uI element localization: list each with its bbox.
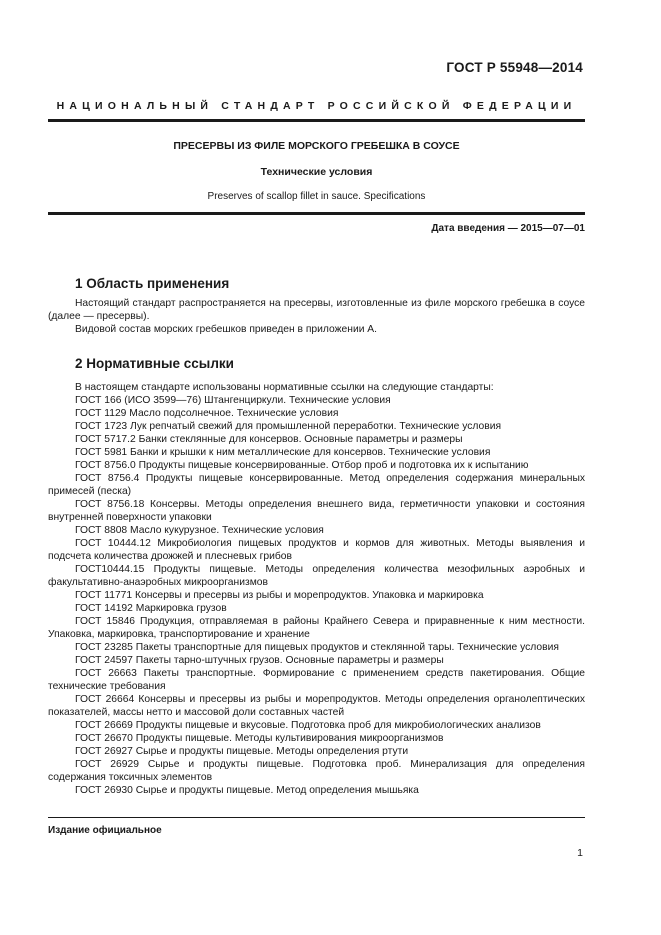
reference-item: ГОСТ 8756.0 Продукты пищевые консервированные. Отбор проб и подготовка их к испытанию: [75, 460, 529, 471]
document-subtitle: Технические условия: [260, 166, 373, 178]
paragraph: В настоящем стандарте использованы нормативные ссылки на следующие стандарты:: [75, 382, 494, 393]
official-edition-label: Издание официальное: [48, 825, 162, 836]
section-heading-scope: 1 Область применения: [75, 276, 230, 291]
reference-item: ГОСТ 26930 Сырье и продукты пищевые. Метод определения мышьяка: [75, 785, 419, 796]
national-standard-title: НАЦИОНАЛЬНЫЙ СТАНДАРТ РОССИЙСКОЙ ФЕДЕРАЦИИ: [56, 100, 577, 112]
title-divider: [48, 212, 585, 215]
reference-item: ГОСТ 26670 Продукты пищевые. Методы культивирования микроорганизмов: [75, 733, 444, 744]
paragraph: Настоящий стандарт распространяется на пресервы, изготовленные из филе морского гребешка в соусе (далее — пресервы).: [48, 298, 585, 322]
reference-item: ГОСТ 14192 Маркировка грузов: [75, 603, 227, 614]
document-number: ГОСТ Р 55948—2014: [446, 60, 583, 75]
footer-divider: [48, 817, 585, 818]
reference-item: ГОСТ 26669 Продукты пищевые и вкусовые. Подготовка проб для микробиологических анализов: [75, 720, 541, 731]
document-title-english: Preserves of scallop fillet in sauce. Specifications: [207, 191, 426, 202]
page-number: 1: [577, 847, 583, 859]
section-heading-references: 2 Нормативные ссылки: [75, 356, 234, 371]
reference-item: ГОСТ 8756.4 Продукты пищевые консервированные. Метод определения содержания минеральных примесей (песка): [48, 473, 585, 497]
reference-item: ГОСТ10444.15 Продукты пищевые. Методы определения количества мезофильных аэробных и факультативно-анаэробных микроорганизмов: [48, 564, 585, 588]
reference-item: ГОСТ 26927 Сырье и продукты пищевые. Методы определения ртути: [75, 746, 409, 757]
document-title: ПРЕСЕРВЫ ИЗ ФИЛЕ МОРСКОГО ГРЕБЕШКА В СОУСЕ: [173, 140, 460, 152]
reference-item: ГОСТ 8808 Масло кукурузное. Технические условия: [75, 525, 324, 536]
paragraph: Видовой состав морских гребешков приведен в приложении А.: [75, 324, 378, 335]
introduction-date: Дата введения — 2015—07—01: [431, 223, 585, 234]
section-body-references: [48, 381, 585, 797]
reference-item: ГОСТ 26929 Сырье и продукты пищевые. Подготовка проб. Минерализация для определения содержания токсичных элементов: [48, 759, 585, 783]
reference-item: ГОСТ 26664 Консервы и пресервы из рыбы и морепродуктов. Методы определения органолептических показателей, массы нетто и массовой доли составных частей: [48, 694, 585, 718]
header-divider: [48, 119, 585, 122]
reference-item: ГОСТ 1723 Лук репчатый свежий для промышленной переработки. Технические условия: [75, 421, 502, 432]
reference-item: ГОСТ 23285 Пакеты транспортные для пищевых продуктов и стеклянной тары. Технические условия: [75, 642, 559, 653]
reference-item: ГОСТ 8756.18 Консервы. Методы определения внешнего вида, герметичности упаковки и состояния внутренней поверхности упаковки: [48, 499, 585, 523]
reference-item: ГОСТ 11771 Консервы и пресервы из рыбы и морепродуктов. Упаковка и маркировка: [75, 590, 484, 601]
reference-item: ГОСТ 166 (ИСО 3599—76) Штангенциркули. Технические условия: [75, 395, 391, 406]
reference-item: ГОСТ 24597 Пакеты тарно-штучных грузов. Основные параметры и размеры: [75, 655, 444, 666]
section-body-scope: [48, 297, 585, 336]
reference-item: ГОСТ 15846 Продукция, отправляемая в районы Крайнего Севера и приравненные к ним местности. Упаковка, маркировка, транспортирование и хранение: [48, 616, 585, 640]
reference-item: ГОСТ 5981 Банки и крышки к ним металлические для консервов. Технические условия: [75, 447, 491, 458]
reference-item: ГОСТ 26663 Пакеты транспортные. Формирование с применением средств пакетирования. Общие технические требования: [48, 668, 585, 692]
reference-item: ГОСТ 1129 Масло подсолнечное. Технические условия: [75, 408, 339, 419]
reference-item: ГОСТ 10444.12 Микробиология пищевых продуктов и кормов для животных. Методы выявления и подсчета количества дрожжей и плесневых грибов: [48, 538, 585, 562]
reference-item: ГОСТ 5717.2 Банки стеклянные для консервов. Основные параметры и размеры: [75, 434, 463, 445]
